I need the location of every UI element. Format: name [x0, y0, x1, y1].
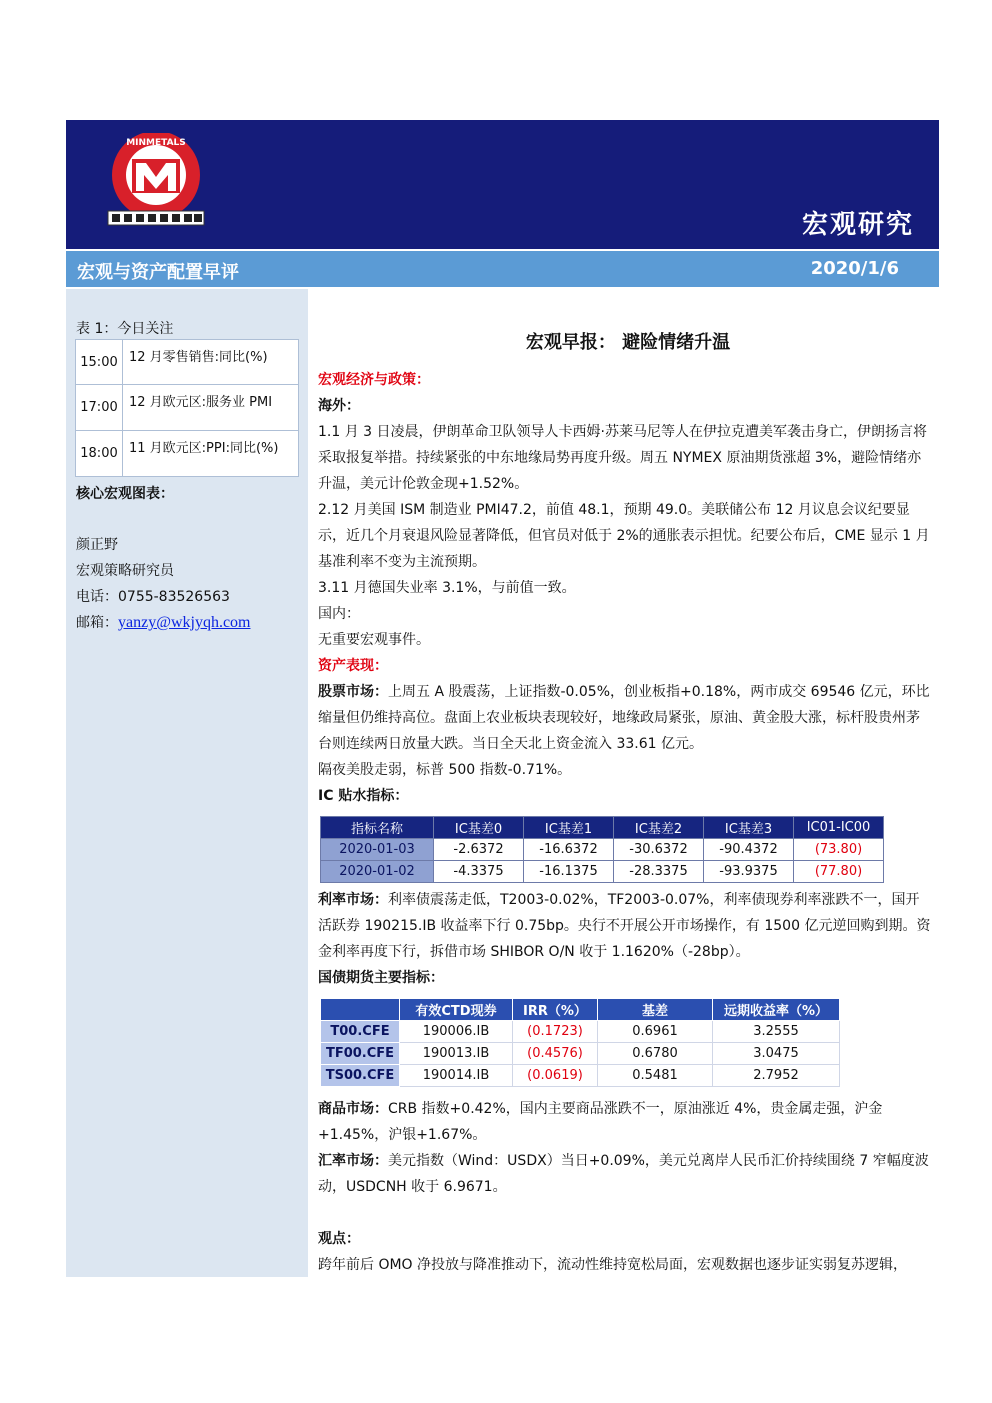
- ic-header-cell: IC基差1: [524, 817, 614, 839]
- ic-cell: -93.9375: [704, 861, 794, 883]
- ic-discount-table: [320, 816, 884, 883]
- table-row: [321, 817, 884, 839]
- event-time: 15:00: [76, 340, 123, 385]
- section-heading-macro: 宏观经济与政策：: [318, 372, 430, 388]
- ic-heading: IC 贴水指标：: [318, 788, 409, 804]
- table-row: [321, 1065, 840, 1087]
- table-row: [321, 1043, 840, 1065]
- email-link[interactable]: yanzy@wkjyqh.com: [118, 614, 251, 631]
- phone-label: 电话：: [76, 589, 118, 605]
- bond-header-cell: 远期收益率（%）: [713, 999, 840, 1021]
- view-heading: 观点：: [318, 1231, 360, 1247]
- page-title: 宏观早报： 避险情绪升温: [525, 332, 731, 353]
- ic-cell: -16.1375: [524, 861, 614, 883]
- ic-header-cell: IC基差3: [704, 817, 794, 839]
- ic-header-cell: IC基差2: [614, 817, 704, 839]
- event-time: 17:00: [76, 385, 123, 431]
- ic-cell: -28.3375: [614, 861, 704, 883]
- table-row: [76, 340, 299, 385]
- bond-cell: (0.4576): [513, 1043, 598, 1065]
- view-text: 跨年前后 OMO 净投放与降准推动下，流动性维持宽松局面，宏观数据也逐步证实弱复苏逻辑，: [318, 1257, 908, 1273]
- fx-label: 汇率市场：: [318, 1153, 388, 1169]
- event-time: 18:00: [76, 431, 123, 477]
- stock-text: 上周五 A 股震荡，上证指数-0.05%，创业板指+0.18%，两市成交 69546 亿元，环比缩量但仍维持高位。盘面上农业板块表现较好，地缘政局紧张，原油、黄金股大涨，标杆股贵州茅台则连续两日放量大跌。当日全天北上资金流入 33.61 亿元。: [318, 684, 930, 752]
- author-email: [76, 612, 250, 632]
- bond-contract-cell: T00.CFE: [321, 1021, 400, 1043]
- bond-cell: (0.1723): [513, 1021, 598, 1043]
- rate-text: 利率债震荡走低，T2003-0.02%，TF2003-0.07%，利率债现券利率涨跌不一，国开活跃券 190215.IB 收益率下行 0.75bp。央行不开展公开市场操作，有 1500 亿元逆回购到期。资金利率再度下行，拆借市场 SHIBOR O/N 收于 1.1620%（-28bp）。: [318, 892, 931, 960]
- bond-heading: 国债期货主要指标：: [318, 970, 444, 986]
- table-row: [76, 385, 299, 431]
- table-row: [76, 431, 299, 477]
- event-desc: 12 月零售销售:同比(%): [123, 340, 299, 385]
- ic-date-cell: 2020-01-03: [321, 839, 434, 861]
- paragraph-commodity: [318, 1096, 932, 1148]
- report-date: 2020/1/6: [810, 258, 899, 279]
- minmetals-logo: [106, 133, 206, 228]
- ic-cell: -16.6372: [524, 839, 614, 861]
- bond-header-cell: [321, 999, 400, 1021]
- report-type: 宏观与资产配置早评: [77, 262, 239, 283]
- table-row: [321, 1021, 840, 1043]
- svg-text:MINMETALS: MINMETALS: [126, 138, 186, 148]
- overseas-heading: 海外：: [318, 398, 360, 414]
- us-stock-text: 隔夜美股走弱，标普 500 指数-0.71%。: [318, 762, 572, 778]
- commodity-label: 商品市场：: [318, 1101, 388, 1117]
- ic-header-cell: 指标名称: [321, 817, 434, 839]
- today-events-table: [75, 339, 299, 477]
- email-label: 邮箱：: [76, 615, 118, 631]
- main-content: [318, 328, 930, 354]
- paragraph-fx: [318, 1148, 932, 1200]
- author-phone: [76, 586, 230, 606]
- bond-cell: (0.0619): [513, 1065, 598, 1087]
- section-heading-assets: 资产表现：: [318, 658, 388, 674]
- bond-header-cell: IRR（%）: [513, 999, 598, 1021]
- bond-contract-cell: TS00.CFE: [321, 1065, 400, 1087]
- bond-cell: 2.7952: [713, 1065, 840, 1087]
- paragraph-rates: [318, 887, 932, 965]
- paragraph-overseas-3: 3.11 月德国失业率 3.1%，与前值一致。: [318, 580, 576, 596]
- paragraph-stock: [318, 679, 932, 757]
- report-subbar: [66, 251, 939, 287]
- bond-header-cell: 基差: [598, 999, 713, 1021]
- domestic-heading: 国内：: [318, 606, 360, 622]
- table-row: [321, 839, 884, 861]
- stock-label: 股票市场：: [318, 684, 388, 700]
- bond-cell: 3.2555: [713, 1021, 840, 1043]
- bond-cell: 3.0475: [713, 1043, 840, 1065]
- ic-cell: -30.6372: [614, 839, 704, 861]
- ic-header-cell: IC01-IC00: [794, 817, 884, 839]
- bond-contract-cell: TF00.CFE: [321, 1043, 400, 1065]
- author-name: 颜正野: [76, 537, 118, 553]
- bond-cell: 0.5481: [598, 1065, 713, 1087]
- ic-header-cell: IC基差0: [434, 817, 524, 839]
- bond-cell: 190013.IB: [400, 1043, 513, 1065]
- author-title: 宏观策略研究员: [76, 563, 174, 579]
- ic-date-cell: 2020-01-02: [321, 861, 434, 883]
- paragraph-overseas-1: 1.1 月 3 日凌晨，伊朗革命卫队领导人卡西姆·苏莱马尼等人在伊拉克遭美军袭击身亡，伊朗扬言将采取报复举措。持续紧张的中东地缘局势再度升级。周五 NYMEX 原油期货涨超 3%，避险情绪亦升温，美元计伦敦金现+1.52%。: [318, 424, 927, 492]
- charts-heading: 核心宏观图表：: [76, 486, 174, 502]
- fx-text: 美元指数（Wind：USDX）当日+0.09%，美元兑离岸人民币汇价持续围绕 7 窄幅度波动，USDCNH 收于 6.9671。: [318, 1153, 929, 1195]
- today-table-label: 表 1：今日关注: [76, 321, 174, 337]
- ic-cell: (73.80): [794, 839, 884, 861]
- bond-cell: 190006.IB: [400, 1021, 513, 1043]
- ic-cell: (77.80): [794, 861, 884, 883]
- report-category: 宏观研究: [801, 210, 914, 240]
- commodity-text: CRB 指数+0.42%，国内主要商品涨跌不一，原油涨近 4%，贵金属走强，沪金+1.45%，沪银+1.67%。: [318, 1101, 883, 1143]
- table-row: [321, 999, 840, 1021]
- event-desc: 12 月欧元区:服务业 PMI: [123, 385, 299, 431]
- bond-futures-table: [320, 998, 840, 1087]
- domestic-text: 无重要宏观事件。: [318, 632, 430, 648]
- ic-cell: -90.4372: [704, 839, 794, 861]
- bond-cell: 190014.IB: [400, 1065, 513, 1087]
- table-row: [321, 861, 884, 883]
- paragraph-overseas-2: 2.12 月美国 ISM 制造业 PMI47.2，前值 48.1，预期 49.0。美联储公布 12 月议息会议纪要显示，近几个月衰退风险显著降低，但官员对低于 2%的通胀表示担忧。纪要公布后，CME 显示 1 月基准利率不变为主流预期。: [318, 502, 930, 570]
- rate-label: 利率市场：: [318, 892, 388, 908]
- bond-cell: 0.6961: [598, 1021, 713, 1043]
- ic-cell: -4.3375: [434, 861, 524, 883]
- bond-cell: 0.6780: [598, 1043, 713, 1065]
- event-desc: 11 月欧元区:PPI:同比(%): [123, 431, 299, 477]
- phone-value: 0755-83526563: [118, 589, 230, 605]
- ic-cell: -2.6372: [434, 839, 524, 861]
- bond-header-cell: 有效CTD现券: [400, 999, 513, 1021]
